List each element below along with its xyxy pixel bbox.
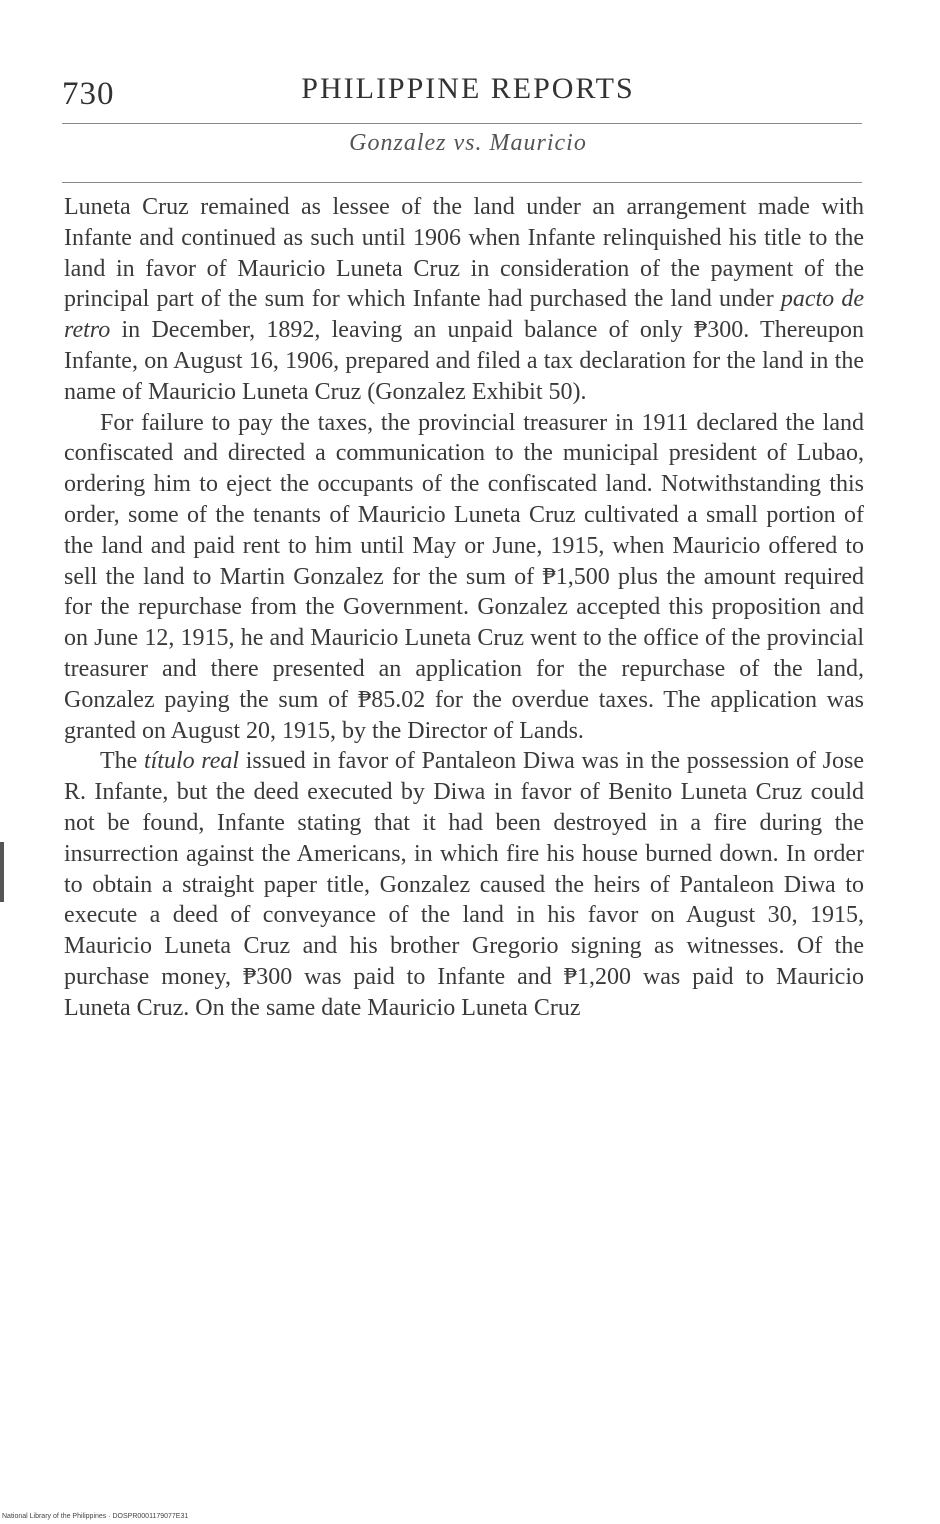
text-run: in December, 1892, leaving an unpaid balance of only ₱300. Thereupon Infante, on August 16, 1906, prepared and filed a tax declaration for the land in the name of Mauricio Luneta Cruz (Gonzalez Exhibit 50). [64,317,864,405]
case-title: Gonzalez vs. Mauricio [349,130,587,156]
text-run: Luneta Cruz remained as lessee of the land under an arrangement made with Infante and continued as such until 1906 when Infante relinquished his title to the land in favor of Mauricio Luneta Cruz in consideration of the payment of the principal part of the sum for which Infante had purchased the land under [64,194,864,313]
footer-source-note: National Library of the Philippines · DOSPR0001179077E31 [2,1513,189,1520]
text-run: For failure to pay the taxes, the provincial treasurer in 1911 declared the land confiscated and directed a communication to the municipal president of Lubao, ordering him to eject the occupants of the confiscated land. Notwithstanding this order, some of the tenants of Mauricio Luneta Cruz cultivated a small portion of the land and paid rent to him until May or June, 1915, when Mauricio offered to sell the land to Martin Gonzalez for the sum of ₱1,500 plus the amount required for the repurchase from the Government. Gonzalez accepted this proposition and on June 12, 1915, he and Mauricio Luneta Cruz went to the office of the provincial treasurer and there presented an application for the repurchase of the land, Gonzalez paying the sum of ₱85.02 for the overdue taxes. The application was granted on August 20, 1915, by the Director of Lands. [64,409,864,744]
running-head: PHILIPPINE REPORTS [301,72,635,105]
body-text [64,192,864,1024]
scan-edge-mark [0,842,4,902]
italic-term: pacto de retro [64,286,864,344]
text-run: The [100,748,144,775]
page-number: 730 [62,76,115,112]
paragraph-2 [64,408,864,747]
paragraph-1 [64,192,864,408]
text-run: issued in favor of Pantaleon Diwa was in the possession of Jose R. Infante, but the deed executed by Diwa in favor of Benito Luneta Cruz could not be found, Infante stating that it had been destroyed in a fire during the insurrection against the Americans, in which fire his house burned down. In order to obtain a straight paper title, Gonzalez caused the heirs of Pantaleon Diwa to execute a deed of conveyance of the land in his favor on August 30, 1915, Mauricio Luneta Cruz and his brother Gregorio signing as witnesses. Of the purchase money, ₱300 was paid to Infante and ₱1,200 was paid to Mauricio Luneta Cruz. On the same date Mauricio Luneta Cruz [64,748,865,1021]
header-rule-top [62,123,862,124]
paragraph-3 [64,746,864,1023]
header-rule-bottom [62,182,862,183]
italic-term: título real [143,748,240,775]
